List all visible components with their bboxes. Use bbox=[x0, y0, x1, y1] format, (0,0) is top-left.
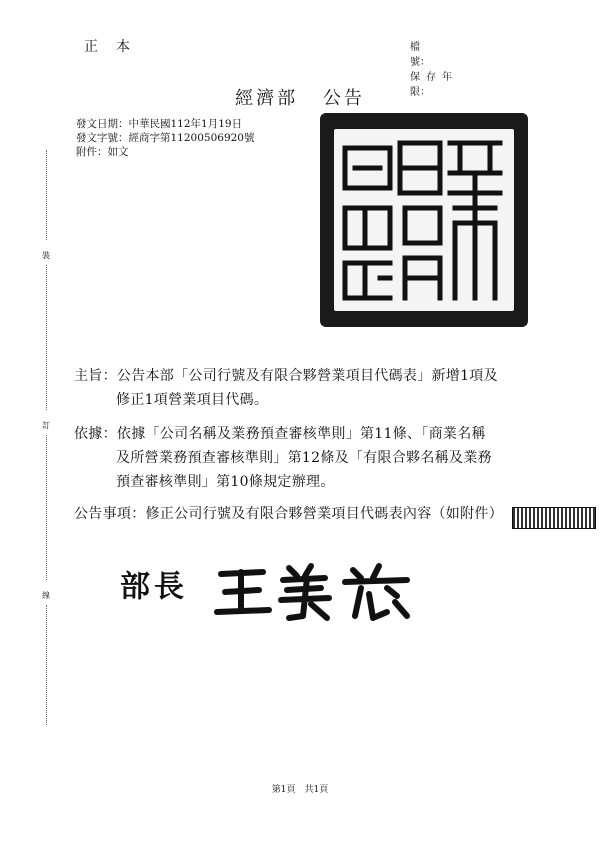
document-number: 發文字號：經商字第11200506920號 bbox=[76, 132, 255, 144]
retention-label: 保存年限： bbox=[410, 72, 452, 98]
basis-line-2: 及所營業務預查審核準則」第12條及「有限合夥名稱及業務 bbox=[116, 450, 492, 466]
binding-mark-1: 裝 bbox=[42, 251, 50, 260]
subject-line-2: 修正1項營業項目代碼。 bbox=[116, 392, 269, 408]
subject-label: 主旨： bbox=[74, 368, 117, 384]
binding-line bbox=[46, 605, 47, 725]
attachment-note: 附件：如文 bbox=[76, 146, 129, 158]
official-seal-icon bbox=[320, 113, 528, 327]
document-type: 公告 bbox=[322, 88, 365, 109]
binding-line bbox=[46, 435, 47, 580]
basis-line-3: 預查審核準則」第10條規定辦理。 bbox=[116, 474, 335, 490]
document-header bbox=[0, 84, 600, 110]
document-meta bbox=[76, 117, 254, 159]
basis-section bbox=[74, 422, 544, 494]
minister-signature-block bbox=[120, 560, 421, 624]
copy-mark: 正 本 bbox=[84, 39, 132, 55]
notice-text: 修正公司行號及有限合夥營業項目代碼表內容（如附件） bbox=[145, 506, 503, 522]
page-indicator: 第1頁 共1頁 bbox=[271, 785, 329, 795]
basis-label: 依據： bbox=[74, 426, 117, 442]
basis-line-1: 依據「公司名稱及業務預查審核準則」第11條、「商業名稱 bbox=[116, 426, 486, 442]
issue-date: 發文日期：中華民國112年1月19日 bbox=[76, 118, 243, 130]
subject-line-1: 公告本部「公司行號及有限合夥營業項目代碼表」新增1項及 bbox=[116, 368, 498, 384]
notice-section bbox=[74, 502, 544, 526]
subject-section bbox=[74, 364, 544, 412]
verification-stamp-icon bbox=[512, 507, 596, 529]
binding-mark-3: 線 bbox=[42, 591, 50, 600]
binding-line bbox=[46, 265, 47, 410]
notice-label: 公告事項： bbox=[74, 506, 146, 522]
issuer-name: 經濟部 bbox=[235, 88, 299, 109]
minister-signature-icon bbox=[211, 560, 421, 624]
archive-number-label: 檔 號： bbox=[410, 42, 440, 68]
minister-title: 部長 bbox=[120, 569, 188, 605]
binding-line bbox=[46, 150, 47, 240]
binding-mark-2: 訂 bbox=[42, 421, 50, 430]
